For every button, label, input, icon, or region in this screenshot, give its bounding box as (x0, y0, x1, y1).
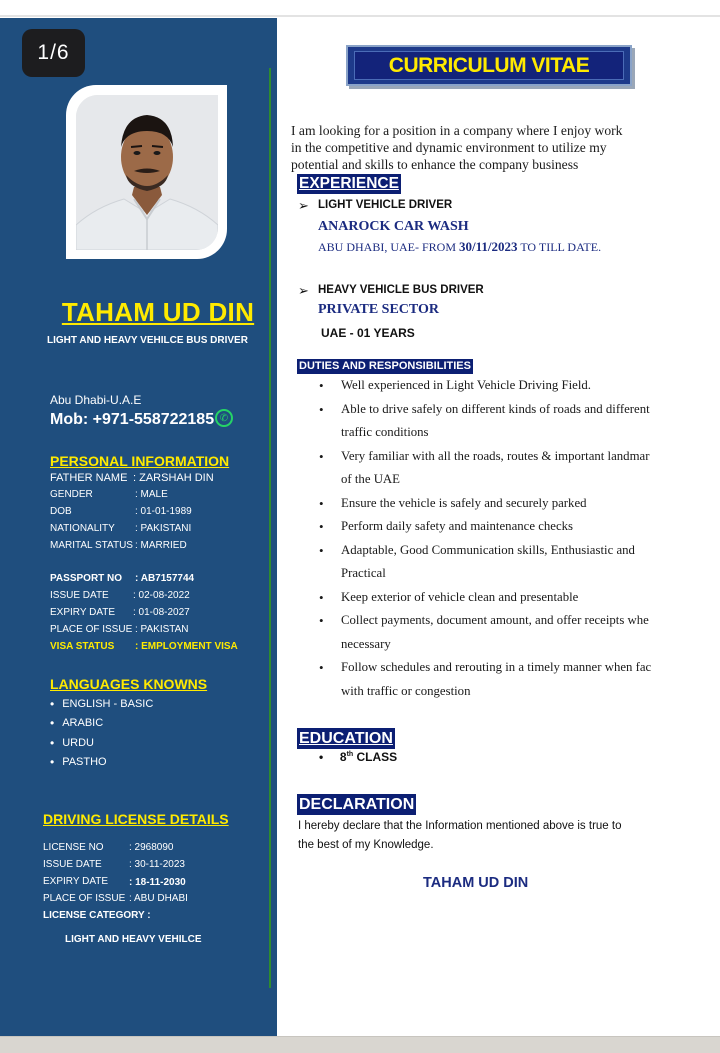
declaration-line: I hereby declare that the Information mentioned above is true to (298, 820, 622, 832)
passport-expiry-value: : 01-08-2027 (133, 607, 190, 618)
passport-issue-label: ISSUE DATE (50, 590, 109, 601)
visa-status-value: : EMPLOYMENT VISA (135, 641, 238, 652)
duty-line: • Collect payments, document amount, and offer receipts whe (341, 613, 649, 627)
objective-text (291, 122, 691, 173)
list-item: • ENGLISH - BASIC (50, 694, 153, 714)
duty-line: • Adaptable, Good Communication skills, Enthusiastic and (341, 542, 635, 557)
declaration-heading: DECLARATION (299, 796, 415, 813)
sidebar-accent-line (269, 68, 271, 988)
whatsapp-icon: ✆ (215, 409, 233, 427)
license-no-label: LICENSE NO (43, 842, 104, 853)
declaration-text (298, 817, 678, 855)
duty-line: • Ensure the vehicle is safely and securely parked (341, 495, 587, 510)
visa-status-label: VISA STATUS (50, 641, 115, 652)
job-title: HEAVY VEHICLE BUS DRIVER (318, 284, 484, 296)
list-item (319, 656, 691, 703)
education-class: CLASS (353, 750, 398, 764)
arrow-bullet-icon: ➢ (298, 198, 309, 213)
list-item (319, 586, 691, 610)
list-item (319, 398, 691, 445)
dob-value: : 01-01-1989 (135, 506, 192, 517)
list-item: • PASTHO (50, 753, 153, 773)
license-expiry-label: EXPIRY DATE (43, 876, 109, 887)
gender-value: : MALE (135, 489, 168, 500)
job-company: ANAROCK CAR WASH (318, 219, 469, 234)
list-item: • URDU (50, 733, 153, 753)
father-name-label: FATHER NAME (50, 472, 128, 484)
job-title: LIGHT VEHICLE DRIVER (318, 199, 453, 211)
marital-status-value: : MARRIED (135, 540, 187, 551)
job-start-date: 30/11/2023 (459, 239, 518, 254)
list-item (319, 445, 691, 492)
job-end: TO TILL DATE. (517, 240, 602, 254)
list-item (319, 609, 691, 656)
license-category-value: LIGHT AND HEAVY VEHILCE (65, 934, 202, 945)
license-issue-value: : 30-11-2023 (129, 859, 185, 870)
languages-list (50, 694, 153, 772)
marital-status-label: MARITAL STATUS (50, 540, 133, 551)
education-grade-suffix: th (346, 751, 354, 758)
job-meta (318, 239, 601, 255)
passport-issue-value: : 02-08-2022 (133, 590, 190, 601)
license-place-value: : ABU DHABI (129, 893, 188, 904)
duty-line: with traffic or congestion (341, 683, 471, 698)
page-indicator[interactable]: 1/6 (22, 29, 85, 77)
signature-name: TAHAM UD DIN (423, 875, 529, 891)
list-item (319, 539, 691, 586)
place-of-issue-label: PLACE OF ISSUE (50, 624, 133, 635)
objective-line: I am looking for a position in a company where I enjoy work (291, 123, 623, 138)
passport-value: : AB7157744 (135, 573, 195, 584)
cv-title: CURRICULUM VITAE (354, 51, 624, 80)
license-place-label: PLACE OF ISSUE (43, 893, 126, 904)
duty-line: • Very familiar with all the roads, routes & important landmar (341, 448, 650, 463)
languages-heading: LANGUAGES KNOWNS (50, 676, 208, 692)
candidate-name: TAHAM UD DIN (61, 297, 255, 327)
profile-photo (76, 95, 218, 250)
personal-info-heading: PERSONAL INFORMATION (50, 453, 230, 469)
father-name-value: : ZARSHAH DIN (133, 472, 214, 484)
duty-line: traffic conditions (341, 425, 429, 439)
viewer-top-divider (0, 15, 720, 17)
experience-heading: EXPERIENCE (299, 175, 399, 192)
list-item (319, 374, 691, 398)
objective-line: in the competitive and dynamic environment to utilize my (291, 140, 607, 155)
gender-label: GENDER (50, 489, 93, 500)
education-item: • 8th CLASS (319, 750, 398, 764)
job-location: ABU DHABI, UAE- FROM (318, 240, 460, 254)
license-expiry-value: : 18-11-2030 (129, 877, 186, 888)
education-grade: 8 (339, 750, 347, 764)
duty-line: • Perform daily safety and maintenance checks (341, 519, 574, 533)
nationality-value: : PAKISTANI (135, 523, 192, 534)
passport-label: PASSPORT NO (50, 573, 123, 584)
list-item (319, 515, 691, 539)
objective-line: potential and skills to enhance the company business (291, 157, 579, 172)
candidate-subtitle: LIGHT AND HEAVY VEHILCE BUS DRIVER (47, 335, 248, 346)
place-of-issue-value: : PAKISTAN (135, 624, 189, 635)
license-issue-label: ISSUE DATE (43, 859, 102, 870)
duties-heading: DUTIES AND RESPONSIBILITIES (299, 360, 471, 372)
passport-expiry-label: EXPIRY DATE (50, 607, 116, 618)
job-duration: UAE - 01 YEARS (321, 326, 415, 340)
cv-title-banner (346, 45, 632, 86)
candidate-mobile: Mob: +971-558722185 (50, 411, 215, 428)
duty-line: • Keep exterior of vehicle clean and presentable (341, 589, 579, 604)
duty-line: • Follow schedules and rerouting in a timely manner when fac (341, 660, 652, 674)
nationality-label: NATIONALITY (50, 523, 115, 534)
license-no-value: : 2968090 (129, 842, 174, 853)
job-company: PRIVATE SECTOR (318, 302, 439, 317)
driving-license-heading: DRIVING LICENSE DETAILS (43, 811, 229, 827)
duty-line: Practical (341, 566, 386, 580)
duty-line: • Well experienced in Light Vehicle Driving Field. (341, 378, 591, 392)
list-item: • ARABIC (50, 714, 153, 734)
list-item (319, 492, 691, 516)
candidate-city: Abu Dhabi-U.A.E (50, 393, 142, 407)
duty-line: necessary (341, 636, 391, 651)
license-category-label: LICENSE CATEGORY : (43, 910, 151, 921)
dob-label: DOB (50, 506, 72, 517)
duty-line: of the UAE (341, 472, 400, 486)
declaration-line: the best of my Knowledge. (298, 839, 434, 851)
viewer-bottom-strip (0, 1036, 720, 1053)
duty-line: • Able to drive safely on different kinds of roads and different (341, 401, 650, 416)
arrow-bullet-icon: ➢ (298, 283, 309, 298)
education-heading: EDUCATION (299, 730, 393, 747)
duties-list (319, 374, 691, 703)
